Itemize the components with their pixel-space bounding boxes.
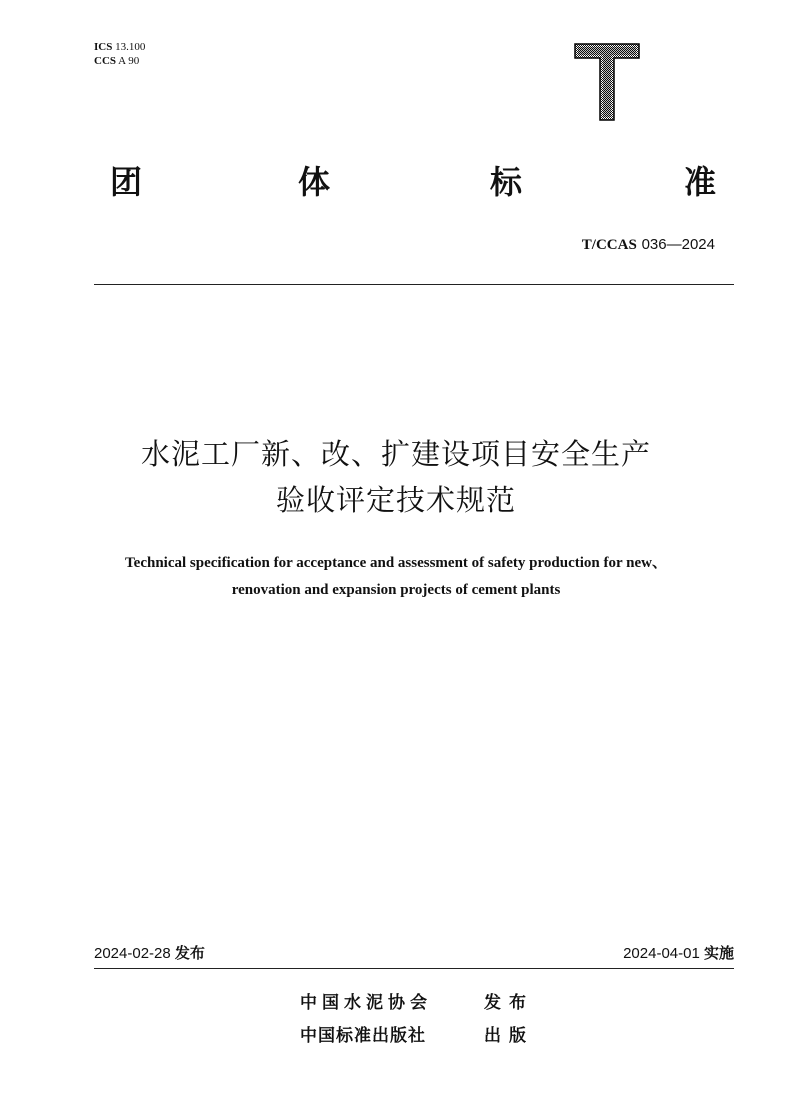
title-en-line2: renovation and expansion projects of cement plants xyxy=(231,582,561,598)
issue-date: 2024-02-28 发布 xyxy=(94,944,205,962)
ics-code: ICS 13.100 xyxy=(94,41,146,53)
standard-type-char: 标 xyxy=(490,163,523,201)
ccs-code: CCS A 90 xyxy=(94,55,140,67)
standard-logo xyxy=(572,40,642,122)
standard-code: T/CCAS 036—2024 xyxy=(581,236,715,253)
standard-type-char: 体 xyxy=(298,163,331,201)
standard-type-char: 准 xyxy=(684,163,717,201)
title-cn-line1: 水泥工厂新、改、扩建设项目安全生产 xyxy=(140,437,651,471)
classification-codes xyxy=(94,40,145,68)
publisher-org: 中国水泥协会 xyxy=(300,993,432,1013)
standard-type-char: 团 xyxy=(110,163,143,201)
footer-divider xyxy=(94,968,734,969)
header-divider xyxy=(94,284,734,285)
standard-type-heading xyxy=(94,162,724,208)
publisher-action: 出版 xyxy=(484,1026,534,1046)
title-en-line1: Technical specification for acceptance and assessment of safety production for new、 xyxy=(125,555,667,571)
publisher-org: 中国标准出版社 xyxy=(300,1026,426,1046)
publisher-action: 发布 xyxy=(484,993,534,1013)
implement-date: 2024-04-01 实施 xyxy=(623,944,734,962)
title-cn-line2: 验收评定技术规范 xyxy=(275,483,516,517)
